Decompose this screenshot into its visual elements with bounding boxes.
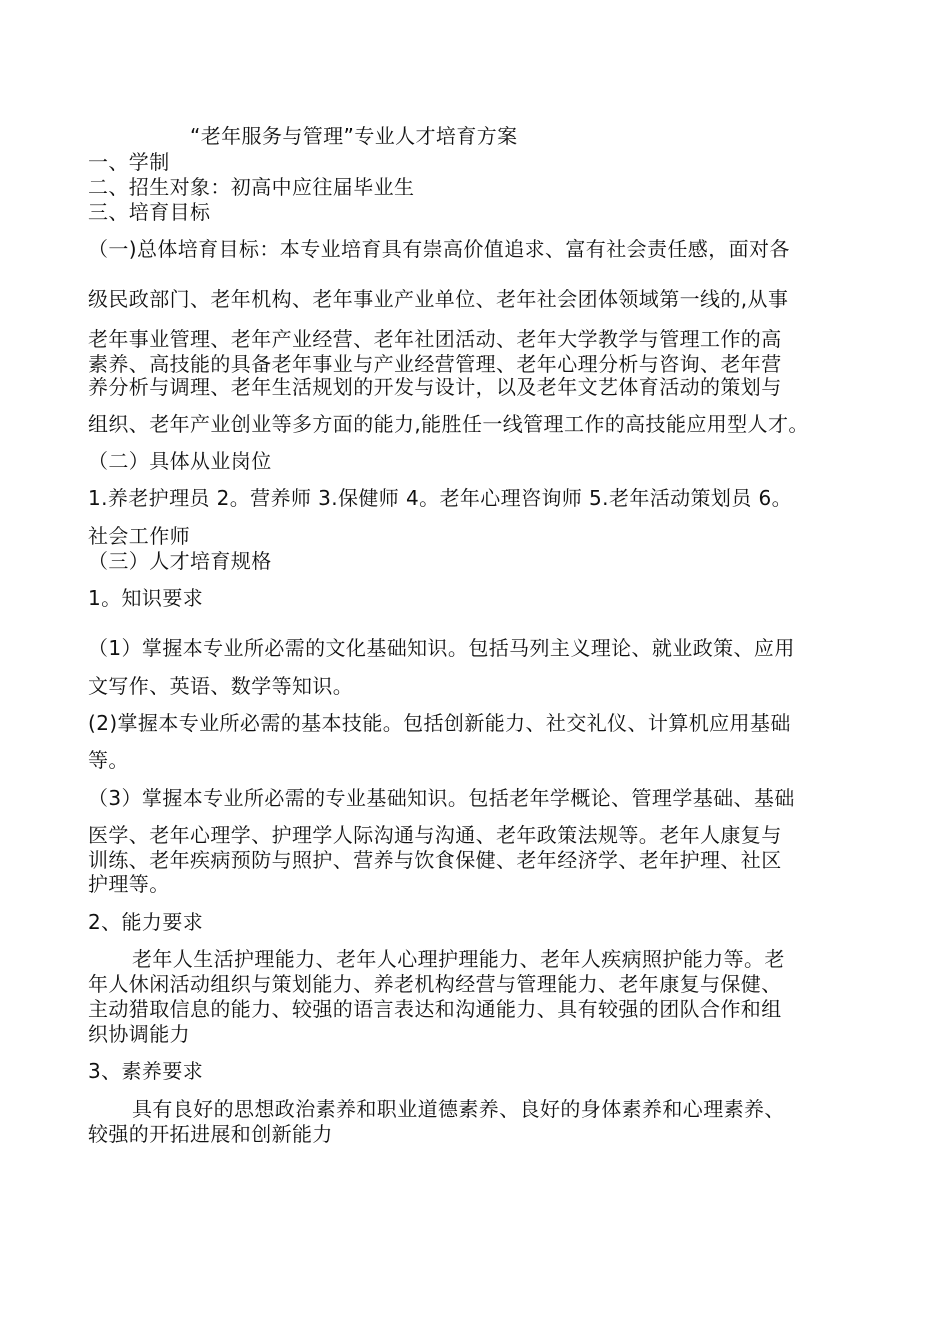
paragraph-line: 老年人生活护理能力、老年人心理护理能力、老年人疾病照护能力等。老: [132, 947, 785, 971]
paragraph-line: 较强的开拓进展和创新能力: [88, 1122, 333, 1146]
section-heading: （三）人才培育规格: [88, 549, 272, 573]
paragraph-line: 社会工作师: [88, 524, 190, 548]
section-heading: 3、素养要求: [88, 1059, 204, 1083]
paragraph-line: 年人休闲活动组织与策划能力、养老机构经营与管理能力、老年康复与保健、: [88, 972, 782, 996]
paragraph-line: 护理等。: [88, 872, 170, 896]
paragraph-line: 具有良好的思想政治素养和职业道德素养、良好的身体素养和心理素养、: [132, 1097, 785, 1121]
paragraph-line: 素养、高技能的具备老年事业与产业经营管理、老年心理分析与咨询、老年营: [88, 352, 782, 376]
section-heading: 二、招生对象：初高中应往届毕业生: [88, 175, 415, 199]
paragraph-line: 老年事业管理、老年产业经营、老年社团活动、老年大学教学与管理工作的高: [88, 327, 782, 351]
paragraph-line: 训练、老年疾病预防与照护、营养与饮食保健、老年经济学、老年护理、社区: [88, 848, 782, 872]
section-heading: 2、能力要求: [88, 910, 204, 934]
paragraph-line: 等。: [88, 748, 129, 772]
paragraph-line: 养分析与调理、老年生活规划的开发与设计，以及老年文艺体育活动的策划与: [88, 375, 782, 399]
paragraph-line: 主动猎取信息的能力、较强的语言表达和沟通能力、具有较强的团队合作和组: [88, 997, 782, 1021]
section-heading: 一、学制: [88, 150, 170, 174]
paragraph-line: （一)总体培育目标：本专业培育具有崇高价值追求、富有社会责任感，面对各: [88, 237, 790, 261]
document-title: “老年服务与管理”专业人才培育方案: [190, 124, 518, 148]
paragraph-line: （3）掌握本专业所必需的专业基础知识。包括老年学概论、管理学基础、基础: [88, 786, 795, 810]
section-heading: 三、培育目标: [88, 200, 211, 224]
paragraph-line: 组织、老年产业创业等多方面的能力,能胜任一线管理工作的高技能应用型人才。: [88, 412, 809, 436]
paragraph-line: （1）掌握本专业所必需的文化基础知识。包括马列主义理论、就业政策、应用: [88, 636, 795, 660]
paragraph-line: 织协调能力: [88, 1022, 190, 1046]
section-heading: （二）具体从业岗位: [88, 449, 272, 473]
paragraph-line: (2)掌握本专业所必需的基本技能。包括创新能力、社交礼仪、计算机应用基础: [88, 711, 791, 735]
section-heading: 1。知识要求: [88, 586, 204, 610]
paragraph-line: 级民政部门、老年机构、老年事业产业单位、老年社会团体领域第一线的,从事: [88, 287, 789, 311]
paragraph-line: 1.养老护理员 2。营养师 3.保健师 4。老年心理咨询师 5.老年活动策划员 6。: [88, 486, 793, 510]
paragraph-line: 文写作、英语、数学等知识。: [88, 674, 354, 698]
paragraph-line: 医学、老年心理学、护理学人际沟通与沟通、老年政策法规等。老年人康复与: [88, 823, 782, 847]
